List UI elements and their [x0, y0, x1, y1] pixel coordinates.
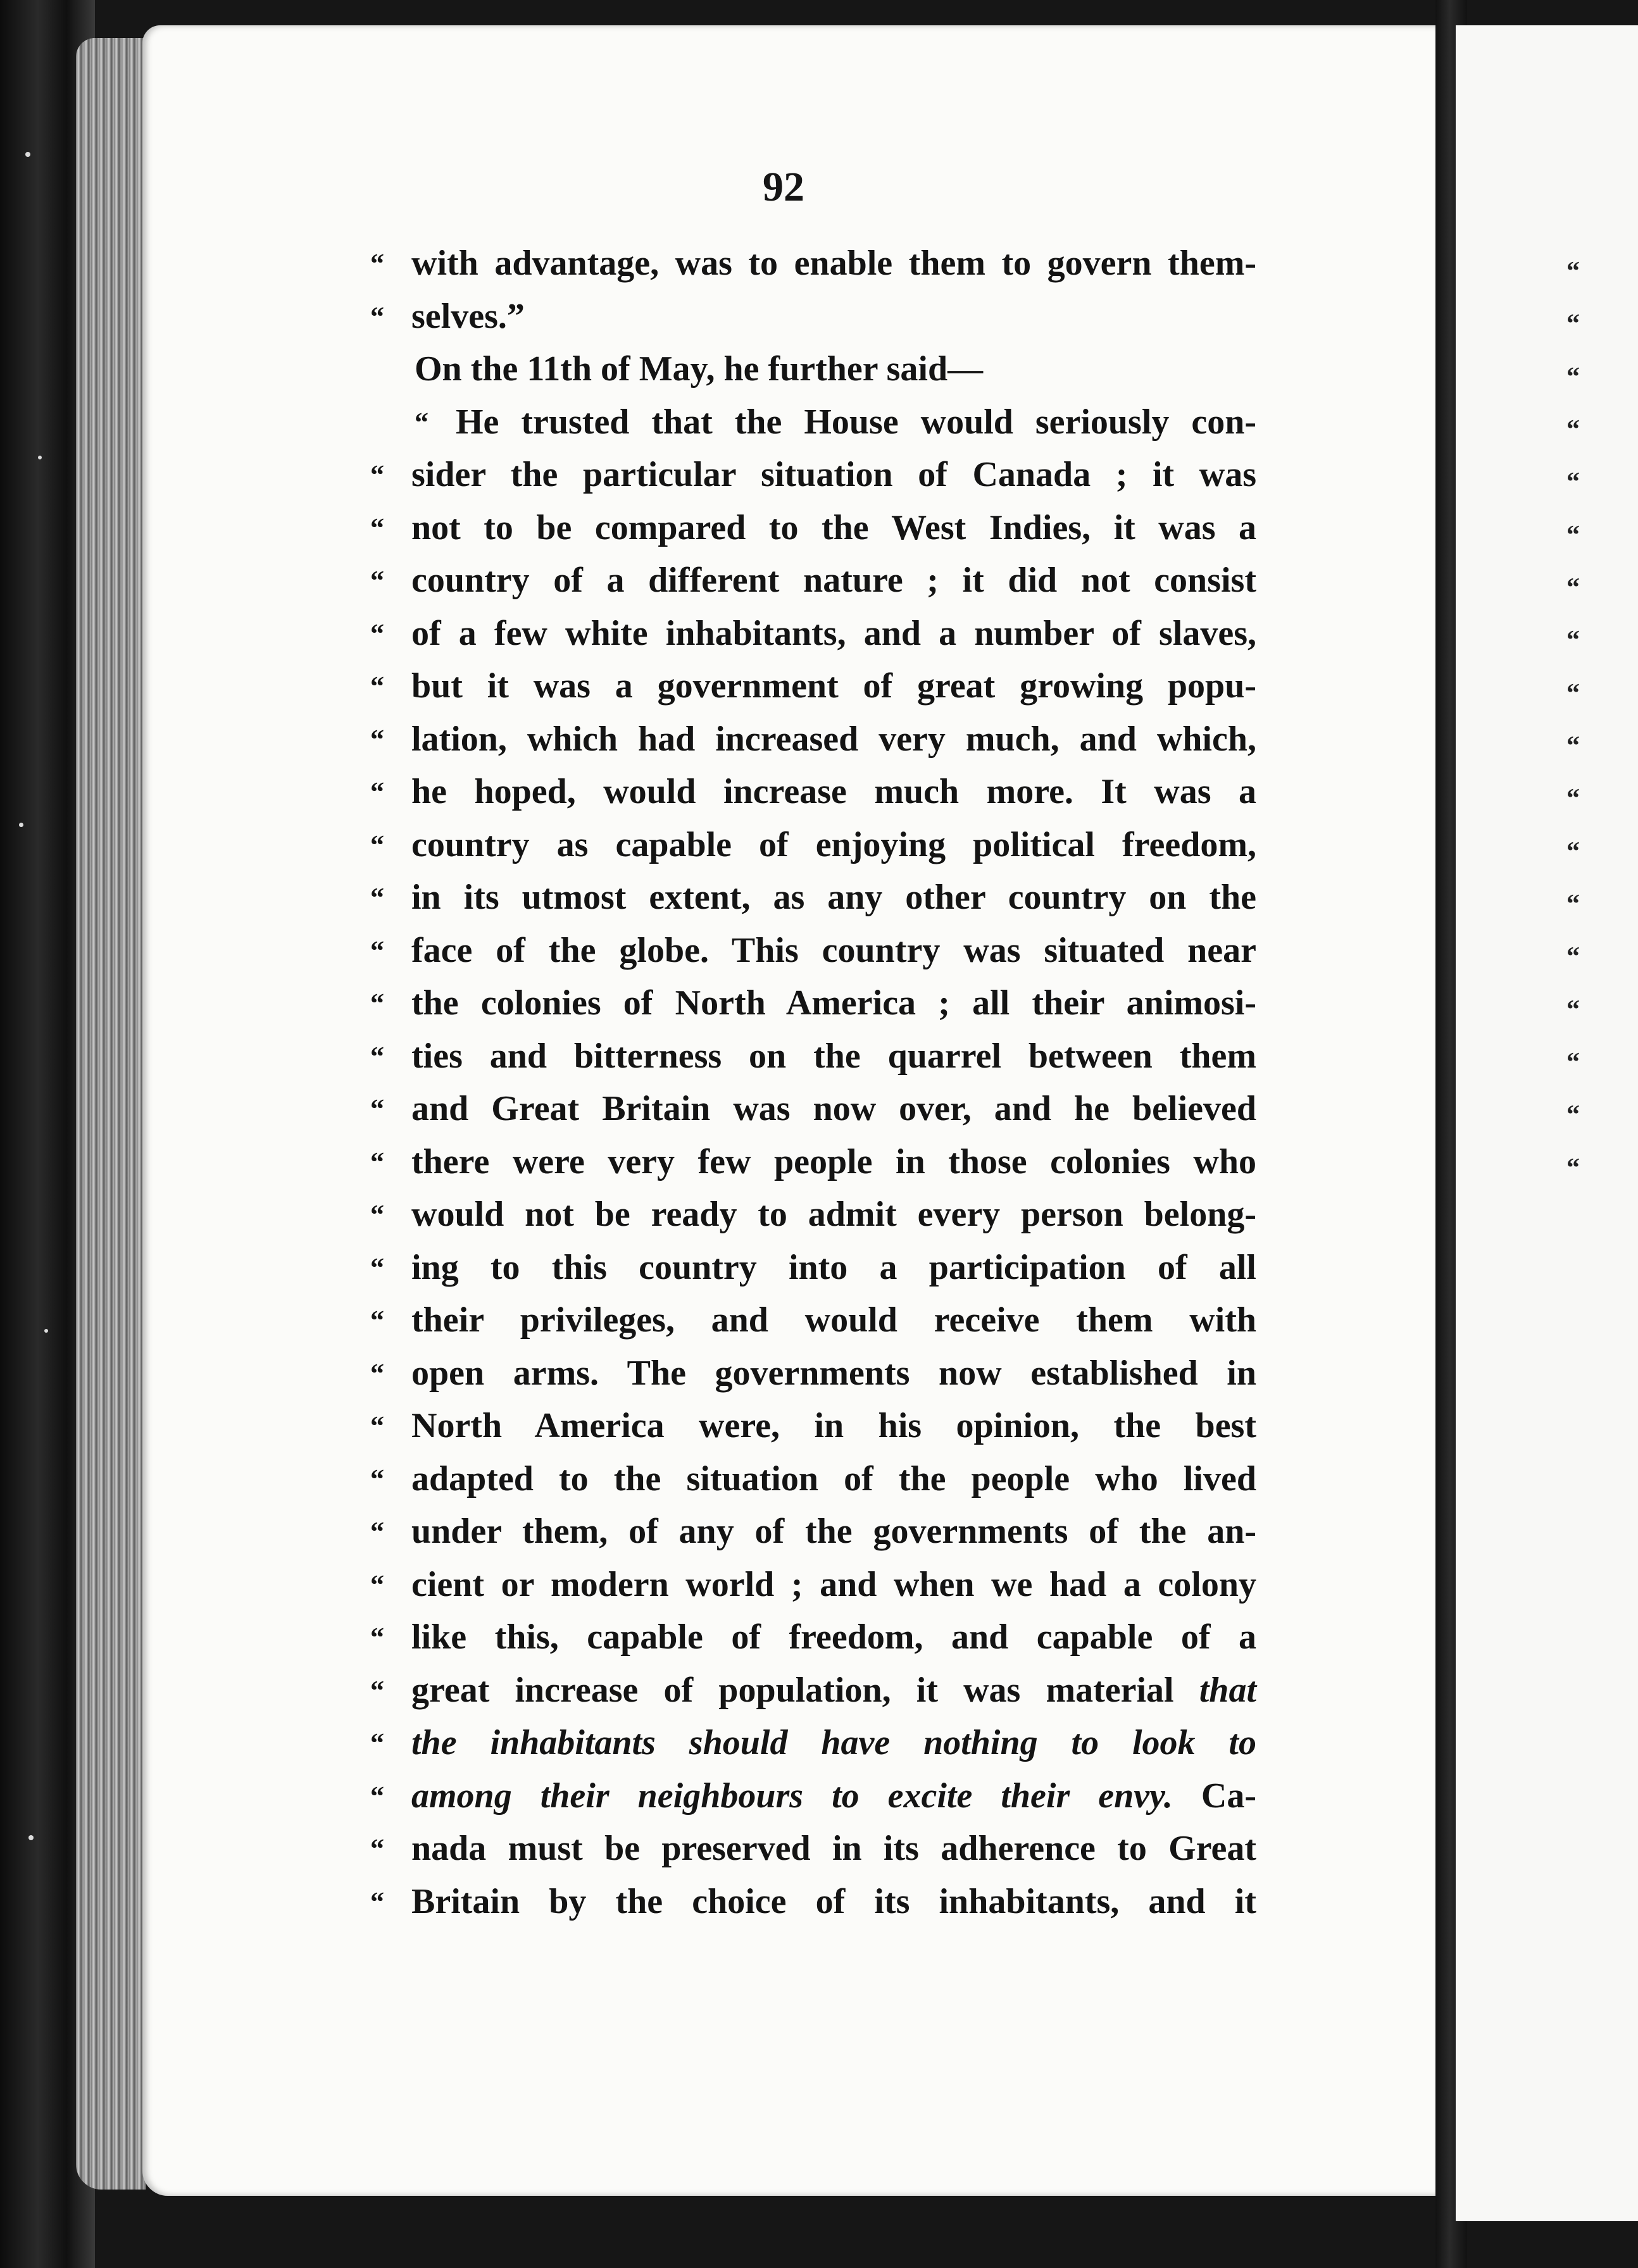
line-text: like this, capable of freedom, and capable of a [411, 1617, 1256, 1657]
quote-mark: “ [370, 1357, 384, 1389]
quote-mark: “ [370, 1780, 384, 1812]
line-text: but it was a government of great growing popu- [411, 666, 1256, 706]
quote-mark: “ [370, 723, 384, 755]
facing-quote-mark: “ [1566, 679, 1580, 708]
text-line [370, 1188, 1256, 1242]
line-text: their privileges, and would receive them with [411, 1300, 1256, 1340]
line-text: He trusted that the House would seriously con- [456, 402, 1256, 442]
text-line [370, 1611, 1256, 1664]
line-text: country as capable of enjoying political freedom, [411, 825, 1256, 864]
line-text-italic: the inhabitants should have nothing to look to [411, 1723, 1256, 1762]
text-line [370, 766, 1256, 819]
text-line [370, 237, 1256, 290]
line-text: ties and bitterness on the quarrel between them [411, 1036, 1256, 1076]
quote-mark: “ [370, 512, 384, 544]
facing-quote-mark: “ [1566, 837, 1580, 866]
text-line [370, 1294, 1256, 1347]
quote-mark: “ [370, 1674, 384, 1706]
facing-quote-mark: “ [1566, 995, 1580, 1025]
text-line [370, 713, 1256, 766]
quote-mark: “ [370, 618, 384, 649]
line-text: face of the globe. This country was situated near [411, 930, 1256, 970]
text-line [370, 1559, 1256, 1612]
facing-quote-mark: “ [1566, 1100, 1580, 1130]
quote-mark: “ [370, 1622, 384, 1653]
quote-mark: “ [415, 406, 428, 438]
text-line [370, 1083, 1256, 1136]
line-text-roman: Ca- [1172, 1776, 1256, 1816]
line-text: in its utmost extent, as any other country on the [411, 878, 1256, 917]
text-line [370, 1717, 1256, 1770]
quote-mark: “ [370, 1199, 384, 1230]
quote-mark: “ [370, 459, 384, 490]
facing-quote-mark: “ [1566, 1048, 1580, 1077]
line-text: adapted to the situation of the people who lived [411, 1459, 1256, 1498]
line-text: ing to this country into a participation of all [411, 1247, 1256, 1287]
text-line [370, 1136, 1256, 1189]
text-line [370, 1876, 1256, 1929]
quote-mark: “ [370, 248, 384, 279]
quote-mark: “ [370, 1252, 384, 1283]
quote-mark: “ [370, 1728, 384, 1759]
line-text: nada must be preserved in its adherence to Great [411, 1829, 1256, 1868]
quote-mark: “ [370, 988, 384, 1019]
quote-mark: “ [370, 1146, 384, 1178]
line-text: selves.” [411, 296, 525, 336]
text-line [370, 396, 1256, 449]
text-line [370, 660, 1256, 713]
text-line [370, 449, 1256, 502]
quote-mark: “ [370, 935, 384, 966]
facing-quote-mark: “ [1566, 309, 1580, 339]
quote-mark: “ [370, 1040, 384, 1072]
facing-quote-mark: “ [1566, 890, 1580, 919]
line-text: open arms. The governments now established in [411, 1353, 1256, 1393]
quote-mark: “ [370, 671, 384, 702]
scan-speck [38, 456, 42, 459]
quote-mark: “ [370, 565, 384, 596]
quote-mark: “ [370, 776, 384, 807]
text-line [370, 977, 1256, 1030]
line-text: North America were, in his opinion, the best [411, 1406, 1256, 1445]
scan-speck [25, 152, 30, 157]
facing-quote-mark: “ [1566, 1154, 1580, 1183]
scan-speck [44, 1329, 48, 1333]
line-text-italic: among their neighbours to excite their envy. [411, 1776, 1173, 1816]
text-line [370, 871, 1256, 925]
line-text: On the 11th of May, he further said— [415, 349, 984, 389]
text-line [370, 1505, 1256, 1559]
facing-quote-mark: “ [1566, 942, 1580, 971]
facing-quote-mark: “ [1566, 521, 1580, 550]
text-line [370, 502, 1256, 555]
line-text: country of a different nature ; it did not consist [411, 561, 1256, 600]
quote-mark: “ [370, 301, 384, 332]
line-text: not to be compared to the West Indies, it was a [411, 508, 1256, 547]
line-text: and Great Britain was now over, and he believed [411, 1089, 1256, 1128]
quote-mark: “ [370, 1886, 384, 1917]
line-text: he hoped, would increase much more. It was a [411, 772, 1256, 811]
text-line [370, 925, 1256, 978]
quote-mark: “ [370, 1833, 384, 1864]
text-line [370, 1347, 1256, 1400]
text-line [370, 1664, 1256, 1717]
text-line [370, 554, 1256, 608]
facing-quote-mark: “ [1566, 468, 1580, 497]
line-text [411, 1770, 1256, 1823]
scan-speck [28, 1835, 34, 1840]
quote-mark: “ [370, 1516, 384, 1547]
line-text: with advantage, was to enable them to govern them- [411, 244, 1256, 283]
line-text: the colonies of North America ; all their animosi- [411, 983, 1256, 1023]
line-text-roman: great increase of population, it was material [411, 1670, 1199, 1710]
scan-speck [19, 823, 23, 827]
page-fore-edge [76, 38, 146, 2190]
quote-mark: “ [370, 1305, 384, 1336]
facing-quote-mark: “ [1566, 363, 1580, 392]
text-line [370, 290, 1256, 344]
line-text-italic: that [1199, 1670, 1256, 1710]
line-text: Britain by the choice of its inhabitants, and it [411, 1881, 1256, 1921]
text-line [370, 1242, 1256, 1295]
body-text [370, 237, 1256, 1928]
line-text: sider the particular situation of Canada ; it was [411, 455, 1256, 494]
text-line [370, 1822, 1256, 1876]
page-number: 92 [763, 164, 804, 210]
line-text [411, 1664, 1256, 1717]
text-line [370, 343, 1256, 396]
line-text: cient or modern world ; and when we had a colony [411, 1564, 1256, 1604]
text-line [370, 1453, 1256, 1506]
text-line [370, 819, 1256, 872]
line-text: there were very few people in those colonies who [411, 1142, 1256, 1181]
text-line [370, 608, 1256, 661]
facing-page [1456, 25, 1638, 2221]
line-text: would not be ready to admit every person belong- [411, 1195, 1256, 1234]
facing-quote-mark: “ [1566, 257, 1580, 286]
quote-mark: “ [370, 1463, 384, 1495]
facing-quote-mark: “ [1566, 626, 1580, 655]
text-line [370, 1030, 1256, 1083]
quote-mark: “ [370, 1569, 384, 1600]
facing-quote-mark: “ [1566, 573, 1580, 602]
line-text: under them, of any of the governments of the an- [411, 1512, 1256, 1551]
facing-quote-mark: “ [1566, 732, 1580, 761]
text-line [370, 1770, 1256, 1823]
facing-quote-mark: “ [1566, 415, 1580, 444]
quote-mark: “ [370, 829, 384, 861]
quote-mark: “ [370, 882, 384, 913]
text-line [370, 1400, 1256, 1453]
line-text: of a few white inhabitants, and a number of slaves, [411, 613, 1256, 653]
quote-mark: “ [370, 1094, 384, 1125]
line-text: lation, which had increased very much, and which, [411, 719, 1256, 759]
facing-quote-mark: “ [1566, 784, 1580, 813]
quote-mark: “ [370, 1411, 384, 1442]
